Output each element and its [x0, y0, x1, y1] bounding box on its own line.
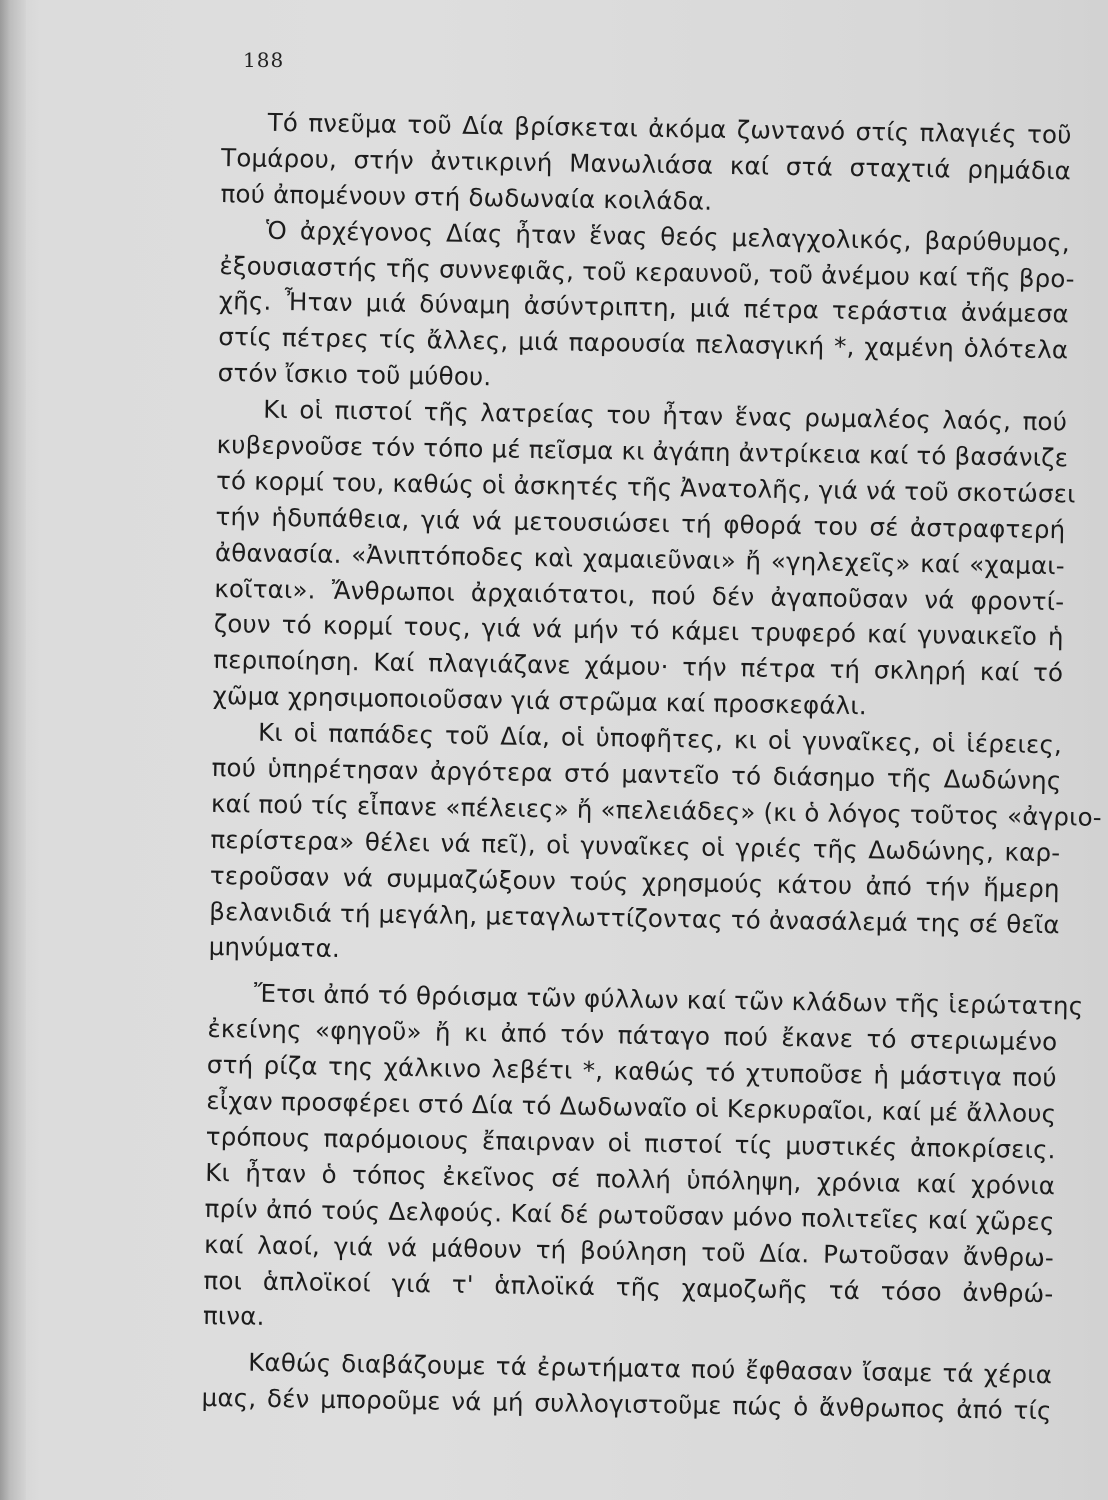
- text-line: κυβερνοῦσε τόν τόπο μέ πεῖσμα κι ἀγάπη ἀντρίκεια καί τό βασάνιζε: [216, 429, 1069, 473]
- text-line: καί λαοί, γιά νά μάθουν τή βούληση τοῦ Δία. Ρωτοῦσαν ἄνθρω-: [203, 1229, 1055, 1272]
- page-gutter-shadow: [0, 0, 26, 1500]
- text-line: κοῖται». Ἄνθρωποι ἀρχαιότατοι, πού δέν ἀγαποῦσαν νά φροντί-: [214, 573, 1065, 616]
- body-text: [201, 104, 1103, 1429]
- text-line: ζουν τό κορμί τους, γιά νά μήν τό κάμει τρυφερό καί γυναικεῖο ἡ: [213, 609, 1064, 652]
- text-line: Ὁ ἀρχέγονος Δίας ἦταν ἕνας θεός μελαγχολικός, βαρύθυμος,: [265, 215, 1071, 258]
- text-line: Τομάρου, στήν ἀντικρινή Μανωλιάσα καί στά σταχτιά ρημάδια: [220, 142, 1072, 186]
- text-line: πού ἀπομένουν στή δωδωναία κοιλάδα.: [220, 178, 713, 216]
- text-line: βελανιδιά τή μεγάλη, μεταγλωττίζοντας τό ἀνασάλεμά της σέ θεῖα: [209, 896, 1060, 939]
- text-line: ἐκείνης «φηγοῦ» ἤ κι ἀπό τόν πάταγο πού ἔκανε τό στεριωμένο: [207, 1014, 1058, 1057]
- text-line: Κι οἱ παπάδες τοῦ Δία, οἱ ὑποφῆτες, κι οἱ γυναῖκες, οἱ ἱέρειες,: [257, 717, 1063, 760]
- text-line: Τό πνεῦμα τοῦ Δία βρίσκεται ἀκόμα ζωντανό στίς πλαγιές τοῦ: [267, 107, 1072, 150]
- text-line: χῆς. Ἦταν μιά δύναμη ἀσύντριπτη, μιά πέτρα τεράστια ἀνάμεσα: [218, 286, 1070, 329]
- text-line: ἀθανασία. «Ἀνιπτόποδες καὶ χαμαιεῦναι» ἤ «γηλεχεῖς» καί «χαμαι-: [214, 537, 1066, 580]
- text-line: τό κορμί του, καθώς οἱ ἀσκητές τῆς Ἀνατολῆς, γιά νά τοῦ σκοτώσει: [215, 465, 1076, 509]
- text-line: Κι ἦταν ὁ τόπος ἐκεῖνος σέ πολλή ὑπόληψη, χρόνια καί χρόνια: [204, 1157, 1056, 1201]
- text-line: περιποίηση. Καί πλαγιάζανε χάμου· τήν πέτρα τή σκληρή καί τό: [213, 645, 1064, 688]
- text-line: πινα.: [202, 1301, 265, 1332]
- text-line: Ἔτσι ἀπό τό θρόισμα τῶν φύλλων καί τῶν κλάδων τῆς ἱερώτατης: [253, 978, 1084, 1022]
- text-line: εἶχαν προσφέρει στό Δία τό Δωδωναῖο οἱ Κερκυραῖοι, καί μέ ἄλλους: [206, 1085, 1057, 1129]
- page-number: 188: [243, 48, 285, 72]
- text-line: στίς πέτρες τίς ἄλλες, μιά παρουσία πελασγική *, χαμένη ὁλότελα: [218, 322, 1069, 365]
- text-line: στόν ἴσκιο τοῦ μύθου.: [217, 358, 492, 392]
- text-line: περίστερα» θέλει νά πεῖ), οἱ γυναῖκες οἱ γριές τῆς Δωδώνης, καρ-: [210, 824, 1061, 868]
- text-line: χῶμα χρησιμοποιοῦσαν γιά στρῶμα καί προσκεφάλι.: [212, 681, 868, 721]
- text-line: τρόπους παρόμοιους ἔπαιρναν οἱ πιστοί τίς μυστικές ἀποκρίσεις.: [205, 1121, 1056, 1165]
- text-line: τήν ἡδυπάθεια, γιά νά μετουσιώσει τή φθορά του σέ ἀστραφτερή: [215, 501, 1066, 545]
- text-line: πού ὑπηρέτησαν ἀργότερα στό μαντεῖο τό διάσημο τῆς Δωδώνης: [211, 752, 1062, 796]
- text-line: ποι ἁπλοϊκοί γιά τ' ἁπλοϊκά τῆς χαμοζωῆς τά τόσο ἀνθρώ-: [203, 1265, 1054, 1308]
- text-line: μηνύματα.: [208, 932, 341, 964]
- text-line: πρίν ἀπό τούς Δελφούς. Καί δέ ρωτοῦσαν μόνο πολιτεῖες καί χῶρες: [204, 1193, 1055, 1236]
- text-line: Κι οἱ πιστοί τῆς λατρείας του ἦταν ἕνας ρωμαλέος λαός, πού: [262, 394, 1068, 437]
- text-line: στή ρίζα της χάλκινο λεβέτι *, καθώς τό χτυποῦσε ἡ μάστιγα πού: [206, 1050, 1058, 1093]
- text-line: μας, δέν μποροῦμε νά μή συλλογιστοῦμε πώς ὁ ἄνθρωπος ἀπό τίς: [201, 1383, 1052, 1426]
- text-line: τεροῦσαν νά συμμαζώξουν τούς χρησμούς κάτου ἀπό τήν ἥμερη: [209, 860, 1061, 903]
- text-line: Καθώς διαβάζουμε τά ἐρωτήματα πού ἔφθασαν ἴσαμε τά χέρια: [248, 1347, 1053, 1390]
- text-line: ἐξουσιαστής τῆς συννεφιᾶς, τοῦ κεραυνοῦ, τοῦ ἀνέμου καί τῆς βρο-: [219, 250, 1075, 293]
- text-line: καί πού τίς εἶπανε «πέλειες» ἤ «πελειάδες» (κι ὁ λόγος τοῦτος «ἀγριο-: [210, 788, 1103, 832]
